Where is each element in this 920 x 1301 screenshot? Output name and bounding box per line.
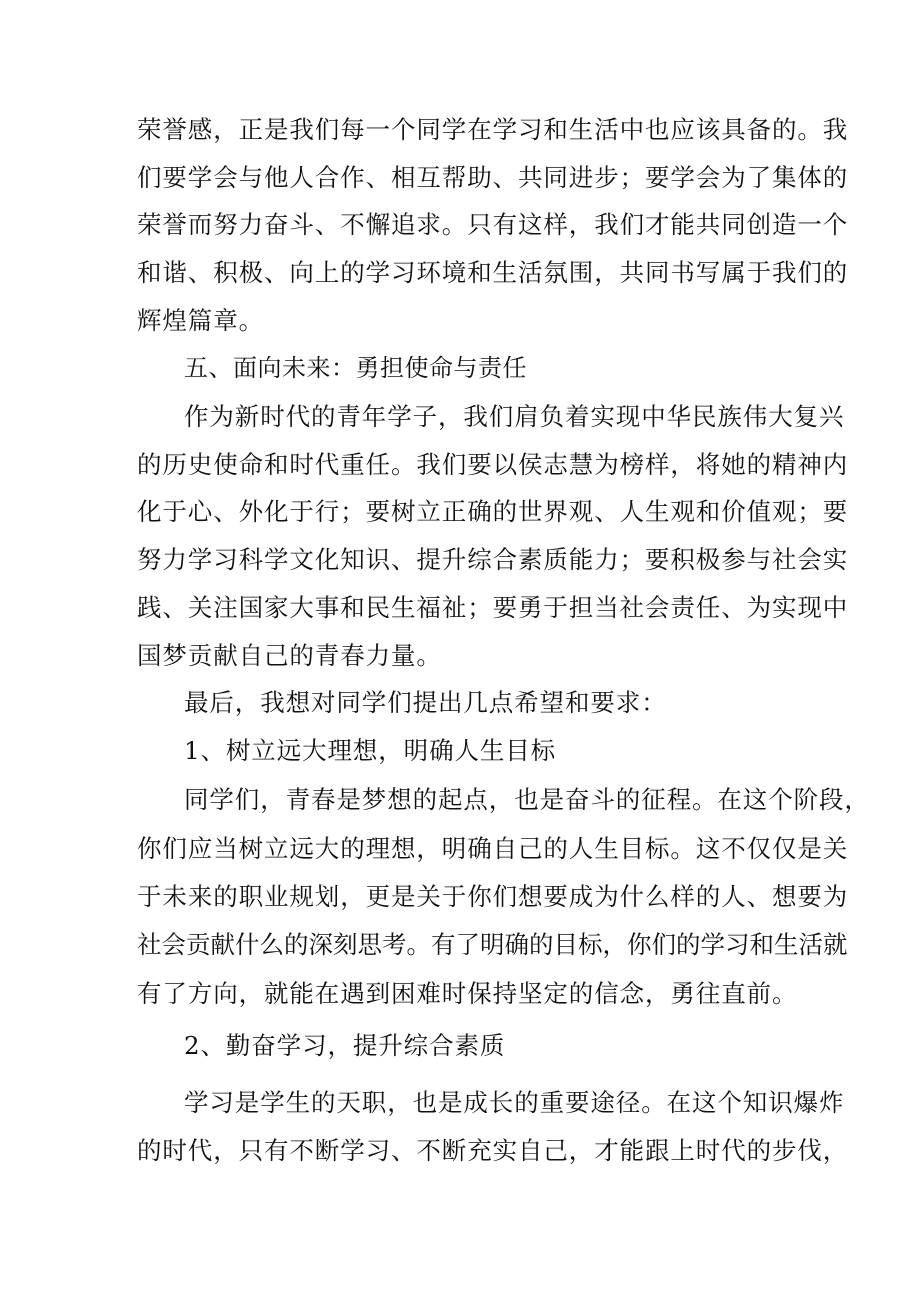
- section-heading: 五、面向未来：勇担使命与责任: [184, 354, 527, 382]
- paragraph-line: 荣誉感，正是我们每一个同学在学习和生活中也应该具备的。我: [137, 115, 849, 144]
- paragraph-line: 努力学习科学文化知识、提升综合素质能力；要积极参与社会实: [137, 545, 849, 574]
- paragraph-line: 国梦贡献自己的青春力量。: [137, 641, 442, 670]
- paragraph-line: 学习是学生的天职，也是成长的重要途径。在这个知识爆炸: [184, 1088, 845, 1117]
- paragraph-line: 的历史使命和时代重任。我们要以侯志慧为榜样，将她的精神内: [137, 450, 849, 479]
- paragraph-line: 你们应当树立远大的理想，明确自己的人生目标。这不仅仅是关: [137, 834, 849, 863]
- paragraph-line: 最后，我想对同学们提出几点希望和要求：: [184, 688, 667, 717]
- paragraph-line: 同学们，青春是梦想的起点，也是奋斗的征程。在这个阶段，: [184, 785, 870, 814]
- paragraph-line: 社会贡献什么的深刻思考。有了明确的目标，你们的学习和生活就: [137, 930, 848, 959]
- paragraph-line: 化于心、外化于行；要树立正确的世界观、人生观和价值观；要: [137, 497, 849, 526]
- paragraph-line: 和谐、积极、向上的学习环境和生活氛围，共同书写属于我们的: [137, 258, 849, 287]
- item-heading: 2、勤奋学习，提升综合素质: [184, 1031, 506, 1060]
- paragraph-line: 辉煌篇章。: [137, 306, 264, 335]
- paragraph-line: 践、关注国家大事和民生福祉；要勇于担当社会责任、为实现中: [137, 593, 849, 622]
- paragraph-line: 们要学会与他人合作、相互帮助、共同进步；要学会为了集体的: [137, 163, 849, 192]
- item-heading: 1、树立远大理想，明确人生目标: [184, 736, 557, 765]
- paragraph-line: 作为新时代的青年学子，我们肩负着实现中华民族伟大复兴: [184, 402, 845, 431]
- paragraph-line: 于未来的职业规划，更是关于你们想要成为什么样的人、想要为: [137, 882, 849, 911]
- paragraph-line: 荣誉而努力奋斗、不懈追求。只有这样，我们才能共同创造一个: [137, 210, 849, 239]
- paragraph-line: 有了方向，就能在遇到困难时保持坚定的信念，勇往直前。: [137, 979, 798, 1008]
- paragraph-line: 的时代，只有不断学习、不断充实自己，才能跟上时代的步伐，: [137, 1136, 849, 1165]
